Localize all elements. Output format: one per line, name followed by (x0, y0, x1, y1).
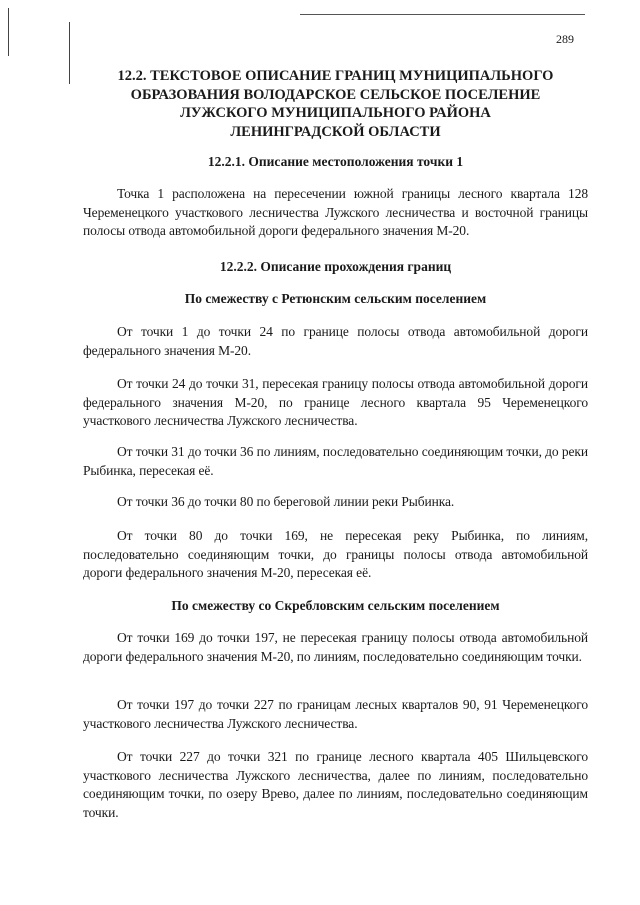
scan-edge-line (300, 14, 585, 15)
paragraph-boundary-segment: От точки 227 до точки 321 по границе лесного квартала 405 Шильцевского участкового лесничества Лужского лесничества, далее по линиям, последовательно соединяющим точки, по озеру Врево, далее по линиям, последовательно соединяющим точки. (83, 749, 588, 820)
section-heading-boundaries: 12.2.2. Описание прохождения границ (219, 259, 452, 274)
subsection-heading-skreblovskoe: По смежеству со Скребловским сельским поселением (171, 598, 500, 613)
paragraph-boundary-segment: От точки 1 до точки 24 по границе полосы отвода автомобильной дороги федерального значения М-20. (83, 324, 588, 358)
chapter-title: 12.2. ТЕКСТОВОЕ ОПИСАНИЕ ГРАНИЦ МУНИЦИПАЛЬНОГО ОБРАЗОВАНИЯ ВОЛОДАРСКОЕ СЕЛЬСКОЕ ПОСЕЛЕНИЕ ЛУЖСКОГО МУНИЦИПАЛЬНОГО РАЙОНА ЛЕНИНГРАДСКОЙ ОБЛАСТИ (117, 68, 554, 140)
paragraph-boundary-segment: От точки 36 до точки 80 по береговой линии реки Рыбинка. (117, 494, 455, 509)
paragraph-boundary-segment: От точки 197 до точки 227 по границам лесных кварталов 90, 91 Череменецкого участкового лесничества Лужского лесничества. (83, 697, 588, 731)
paragraph-boundary-segment: От точки 169 до точки 197, не пересекая границу полосы отвода автомобильной дороги федерального значения М-20, по линиям, последовательно соединяющим точки. (83, 630, 588, 664)
paragraph-point-1-location: Точка 1 расположена на пересечении южной границы лесного квартала 128 Череменецкого участкового лесничества Лужского лесничества и восточной границы полосы отвода автомобильной дороги федерального значения М-20. (83, 186, 588, 239)
section-heading-location: 12.2.1. Описание местоположения точки 1 (207, 154, 464, 169)
page-number: 289 (556, 32, 574, 46)
subsection-heading-retyunskoe: По смежеству с Ретюнским сельским поселением (184, 291, 487, 306)
paragraph-boundary-segment: От точки 24 до точки 31, пересекая границу полосы отвода автомобильной дороги федерального значения М-20, по границе лесного квартала 95 Череменецкого участкового лесничества Лужского лесничества. (83, 376, 588, 429)
scan-margin-mark (8, 8, 9, 56)
scan-margin-mark (69, 22, 70, 84)
paragraph-boundary-segment: От точки 31 до точки 36 по линиям, последовательно соединяющим точки, до реки Рыбинка, пересекая её. (83, 444, 588, 478)
paragraph-boundary-segment: От точки 80 до точки 169, не пересекая реку Рыбинка, по линиям, последовательно соединяющим точки, до границы полосы отвода автомобильной дороги федерального значения М-20, пересекая её. (83, 528, 588, 581)
